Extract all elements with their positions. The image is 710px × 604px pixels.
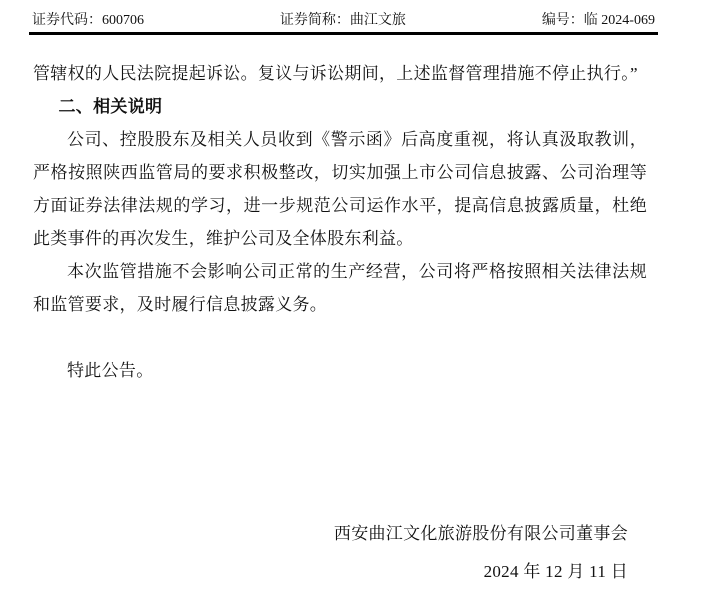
document-header bbox=[32, 13, 655, 29]
document-body bbox=[33, 57, 647, 588]
announcement-date: 2024 年 12 月 11 日 bbox=[483, 562, 628, 581]
section-heading: 二、相关说明 bbox=[58, 97, 163, 116]
stock-code-label: 证券代码：600706 bbox=[32, 13, 144, 28]
paragraph-remedy-measures: 公司、控股股东及相关人员收到《警示函》后高度重视，将认真汲取教训，严格按照陕西监管局的要求积极整改，切实加强上市公司信息披露、公司治理等方面证券法律法规的学习，进一步规范公司运作水平，提高信息披露质量，杜绝此类事件的再次发生，维护公司及全体股东利益。 bbox=[33, 130, 647, 248]
doc-number-label: 编号：临 2024-069 bbox=[541, 13, 655, 28]
closing-statement: 特此公告。 bbox=[67, 361, 154, 380]
signature-company-name: 西安曲江文化旅游股份有限公司董事会 bbox=[333, 524, 628, 543]
header-divider-rule bbox=[29, 32, 658, 35]
paragraph-business-impact: 本次监管措施不会影响公司正常的生产经营，公司将严格按照相关法律法规和监管要求，及时履行信息披露义务。 bbox=[33, 262, 647, 314]
signature-block bbox=[33, 517, 628, 588]
stock-name-label: 证券简称：曲江文旅 bbox=[279, 13, 406, 28]
continuation-text: 管辖权的人民法院提起诉讼。复议与诉讼期间，上述监督管理措施不停止执行。” bbox=[33, 64, 638, 83]
